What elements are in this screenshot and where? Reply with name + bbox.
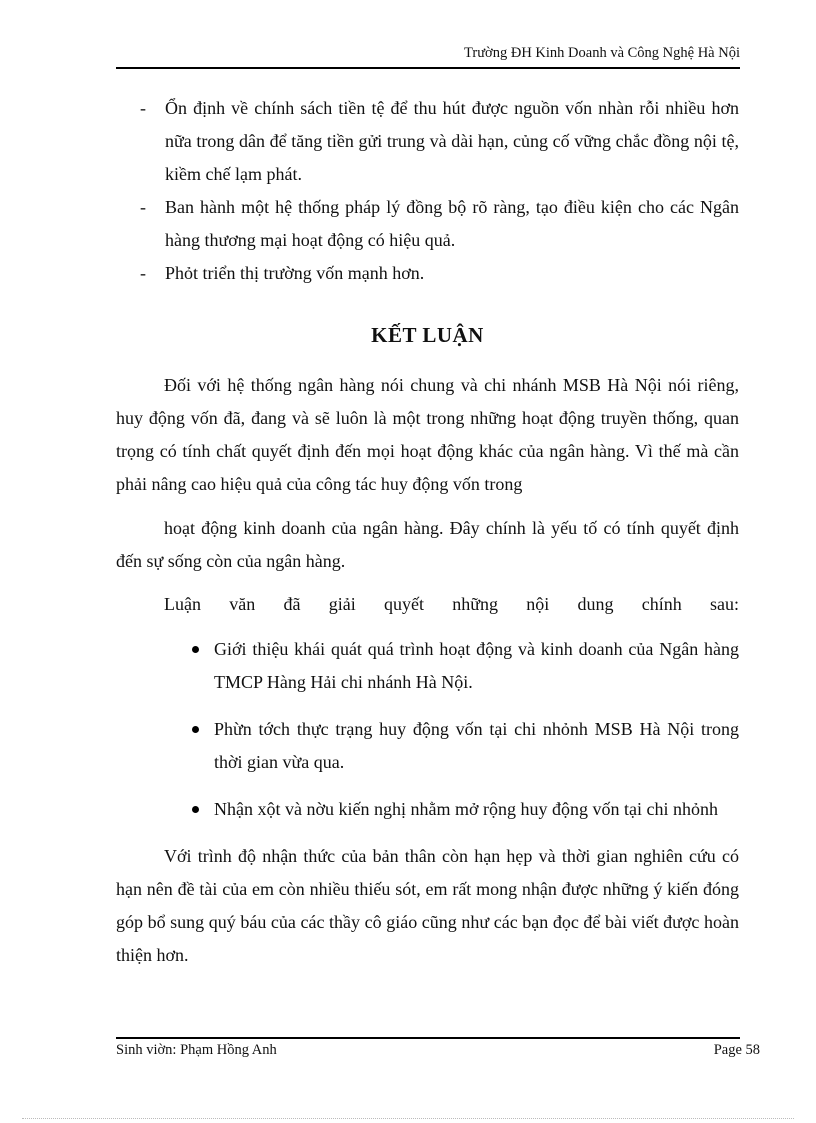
page-header: Trường ĐH Kinh Doanh và Công Nghệ Hà Nội <box>464 45 740 61</box>
bullet-list-item <box>116 633 739 699</box>
bullet-list-item <box>116 713 739 779</box>
dash-item-text: Ban hành một hệ thống pháp lý đồng bộ rõ ràng, tạo điều kiện cho các Ngân hàng thương mại hoạt động có hiệu quả. <box>165 197 739 250</box>
dash-item-text: Ổn định về chính sách tiền tệ để thu hút được nguồn vốn nhàn rỗi nhiều hơn nữa trong dân để tăng tiền gửi trung và dài hạn, củng cố vững chắc đồng nội tệ, kiềm chế lạm phát. <box>165 98 739 184</box>
header-divider <box>116 67 740 69</box>
section-title: KẾT LUẬN <box>371 323 484 347</box>
bullet-dot-icon <box>192 806 199 813</box>
bullet-list <box>116 633 739 826</box>
page-edge-divider <box>22 1118 794 1119</box>
dash-marker: - <box>140 263 146 283</box>
footer-student-name: Sinh viờn: Phạm Hồng Anh <box>116 1042 277 1058</box>
paragraph: Với trình độ nhận thức của bản thân còn hạn hẹp và thời gian nghiên cứu có hạn nên đề tài của em còn nhiều thiếu sót, em rất mong nhận được những ý kiến đóng góp bổ sung quý báu của các thầy cô giáo cũng như các bạn đọc để bài viết được hoàn thiện hơn. <box>116 846 739 965</box>
dash-list-item <box>116 257 739 290</box>
paragraph: Đối với hệ thống ngân hàng nói chung và chi nhánh MSB Hà Nội nói riêng, huy động vốn đã, đang và sẽ luôn là một trong những hoạt động truyền thống, quan trọng có tính chất quyết định đến mọi hoạt động khác của ngân hàng. Vì thế mà cần phải nâng cao hiệu quả của công tác huy động vốn trong <box>116 375 739 494</box>
dash-list-item <box>116 191 739 257</box>
paragraph: hoạt động kinh doanh của ngân hàng. Đây chính là yếu tố có tính quyết định đến sự sống còn của ngân hàng. <box>116 518 739 571</box>
page-footer <box>116 1042 760 1059</box>
footer-page-number: Page 58 <box>713 1042 760 1058</box>
page-body <box>116 92 739 972</box>
dash-marker: - <box>140 98 146 118</box>
paragraph: Luận văn đã giải quyết những nội dung chính sau: <box>164 594 739 614</box>
bullet-item-text: Nhận xột và nờu kiến nghị nhằm mở rộng huy động vốn tại chi nhỏnh <box>214 799 718 819</box>
bullet-dot-icon <box>192 646 199 653</box>
dash-marker: - <box>140 197 146 217</box>
dash-item-text: Phỏt triển thị trường vốn mạnh hơn. <box>165 263 425 283</box>
bullet-list-item <box>116 793 739 826</box>
dash-list-item <box>116 92 739 191</box>
bullet-item-text: Phừn tớch thực trạng huy động vốn tại chi nhỏnh MSB Hà Nội trong thời gian vừa qua. <box>214 719 739 772</box>
bullet-dot-icon <box>192 726 199 733</box>
bullet-item-text: Giới thiệu khái quát quá trình hoạt động và kinh doanh của Ngân hàng TMCP Hàng Hải chi nhánh Hà Nội. <box>214 639 739 692</box>
footer-divider <box>116 1037 740 1039</box>
